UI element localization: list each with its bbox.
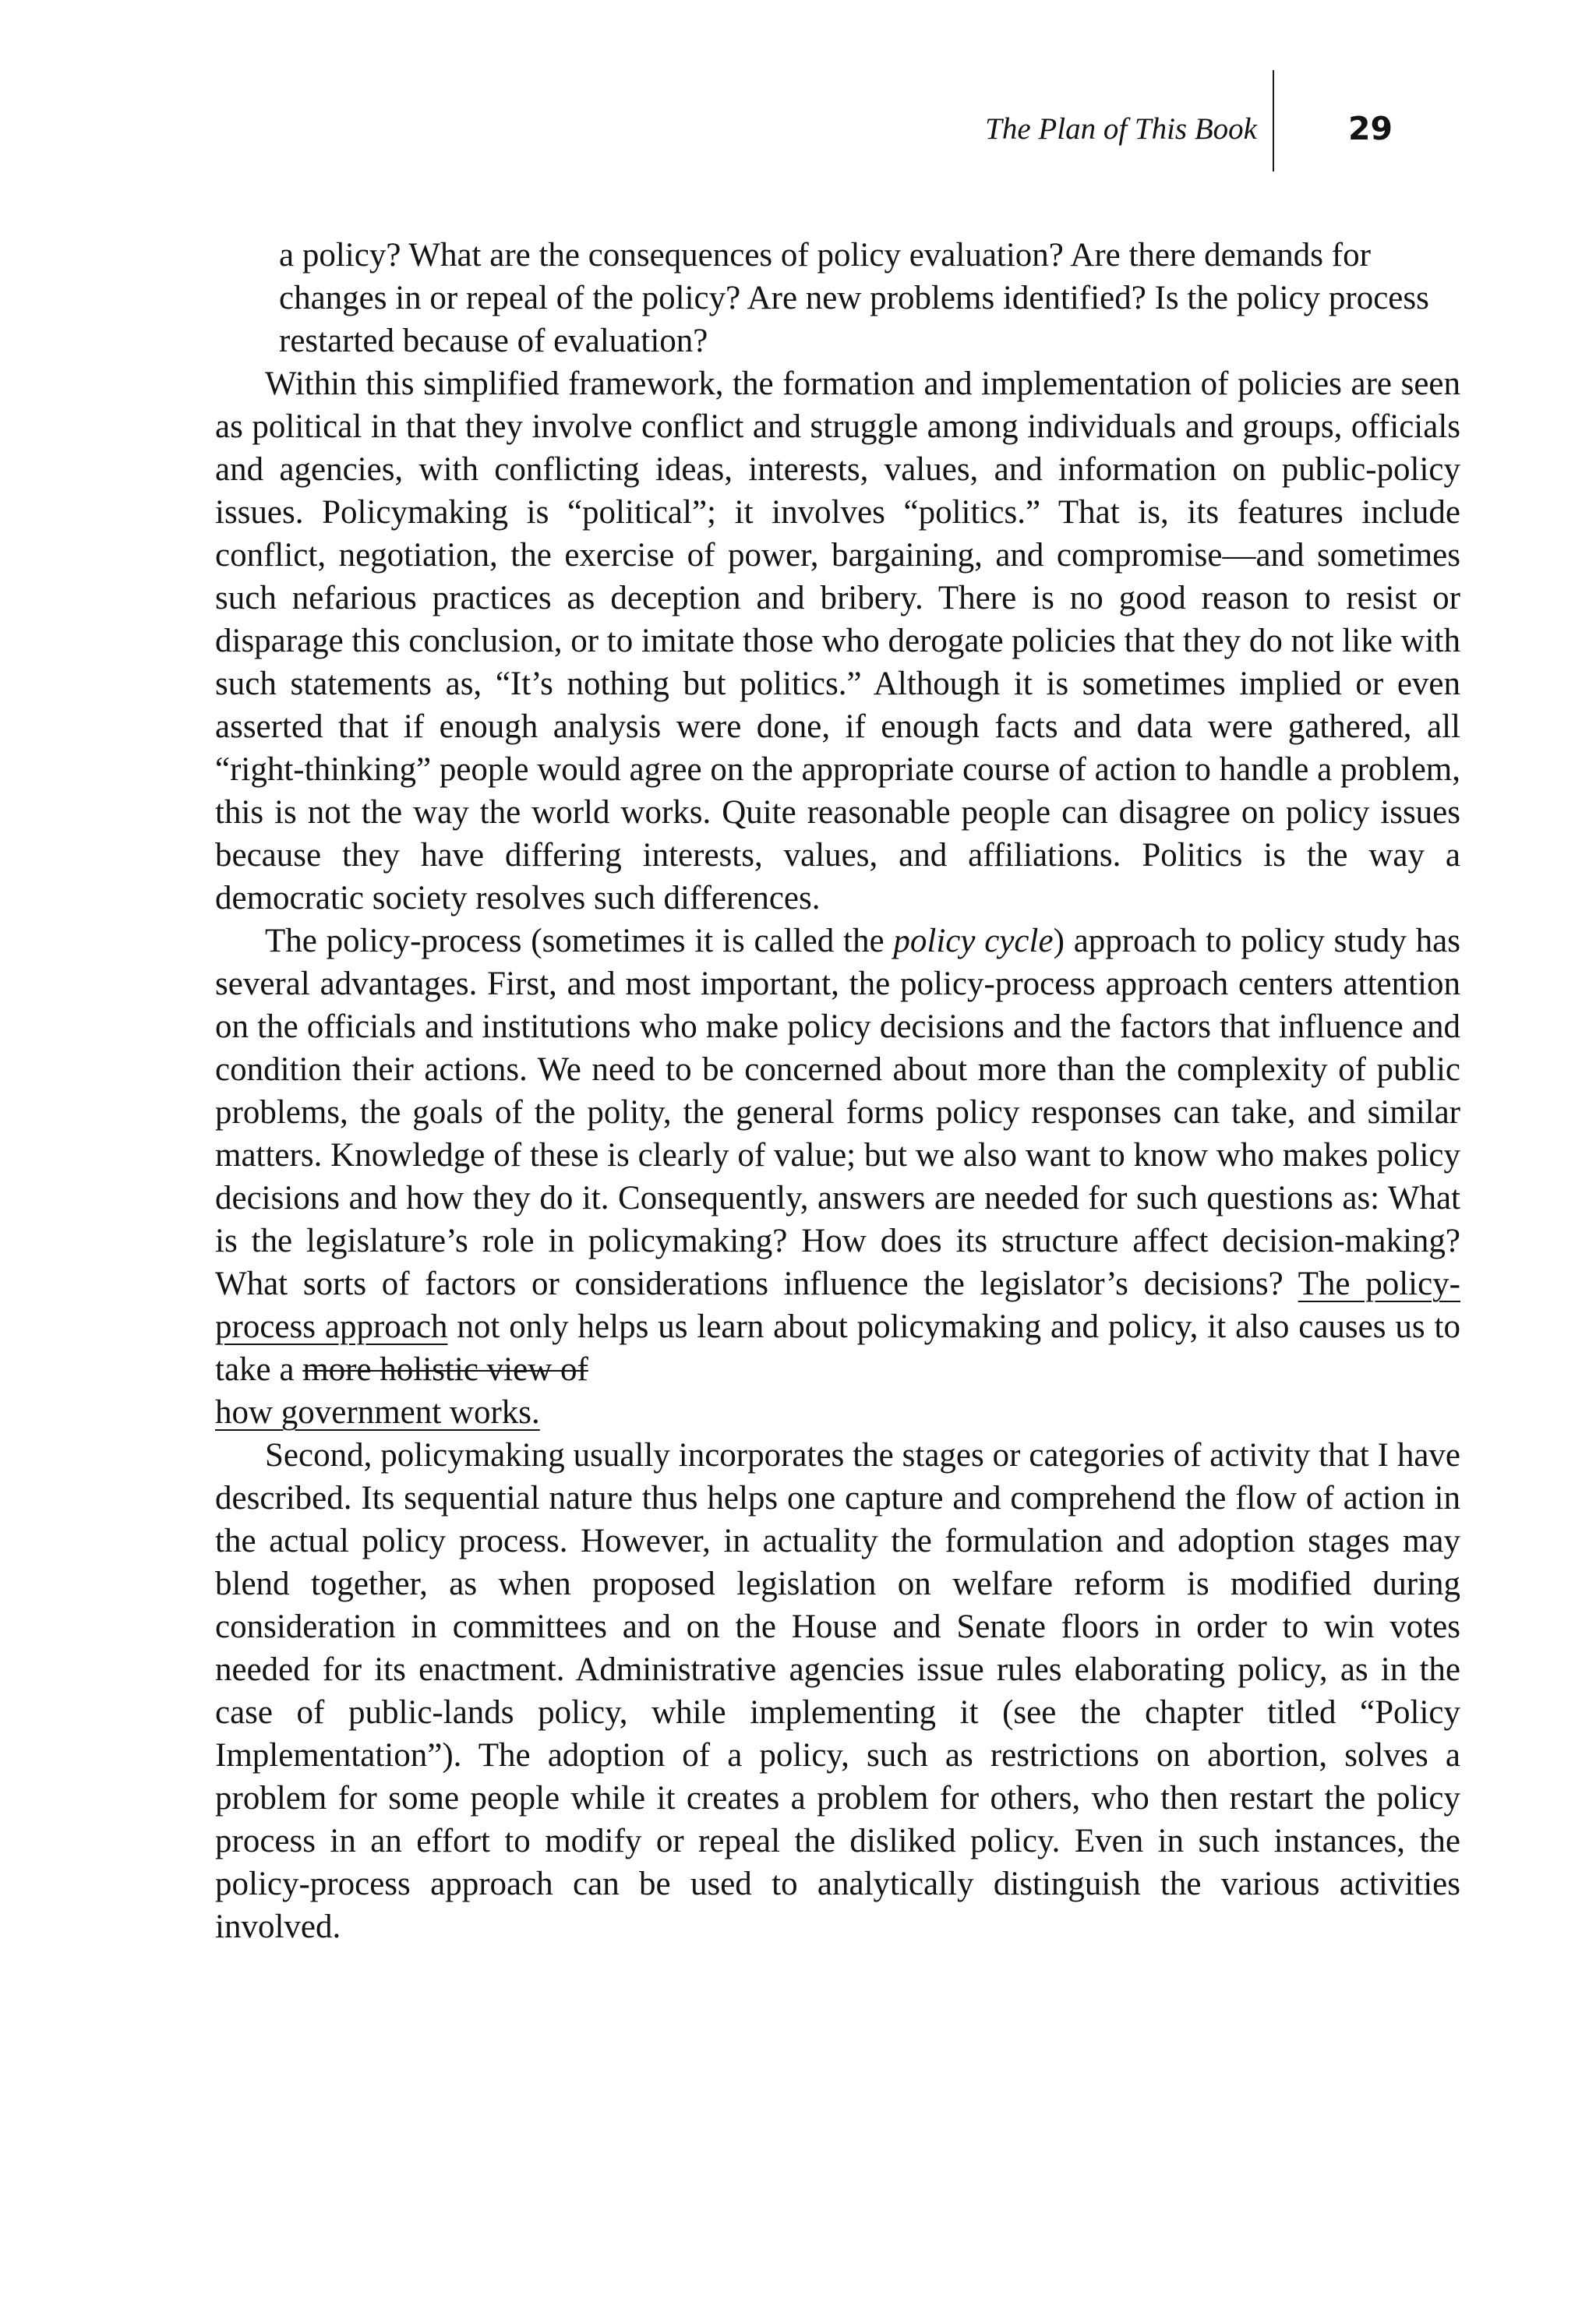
paragraph-second-advantage: Second, policymaking usually incorporates the stages or categories of activity that I have described. Its sequential nature thus helps one capture and comprehend the flow of action in the actual policy process. However, in actuality the formulation and adoption stages may blend together, as when proposed legislation on welfare reform is modified during consideration in committees and on the House and Senate floors in order to win votes needed for its enactment. Administrative agencies issue rules elaborating policy, as in the case of public-lands policy, while implementing it (see the chapter titled “Policy Implementation”). The adoption of a policy, such as restrictions on abortion, solves a problem for some people while it creates a problem for others, who then restart the policy process in an effort to modify or repeal the disliked policy. Even in such instances, the policy-process approach can be used to analytically distinguish the various activities involved. xyxy=(215,1437,1460,1945)
paragraph-text: not only helps us learn about policymaking and policy, it also causes us to take a xyxy=(215,1308,1460,1388)
paragraph-continued: a policy? What are the consequences of policy evaluation? Are there demands for changes in or repeal of the policy? Are new problems identified? Is the policy process restarted because of evaluation? xyxy=(279,237,1429,359)
paragraph-text: The policy-process (sometimes it is called the xyxy=(265,923,894,959)
paragraph-policy-process xyxy=(215,920,1460,1434)
struck-annotation: more holistic view of xyxy=(302,1351,588,1388)
underlined-annotation: The policy-process approach xyxy=(215,1266,1460,1345)
italic-term: policy cycle xyxy=(893,923,1054,959)
paragraph-framework: Within this simplified framework, the formation and implementation of policies are seen as political in that they involve conflict and struggle among individuals and groups, officials and agencies, with conflicting ideas, interests, values, and information on public-policy issues. Policymaking is “political”; it involves “politics.” That is, its features include conflict, negotiation, the exercise of power, bargaining, and compromise—and sometimes such nefarious practices as deception and bribery. There is no good reason to resist or disparage this conclusion, or to imitate those who derogate policies that they do not like with such statements as, “It’s nothing but politics.” Although it is sometimes implied or even asserted that if enough analysis were done, if enough facts and data were gathered, all “right-thinking” people would agree on the appropriate course of action to handle a problem, this is not the way the world works. Quite reasonable people can disagree on policy issues because they have differing interests, values, and affiliations. Politics is the way a democratic society resolves such differences. xyxy=(215,365,1460,916)
page-number: 29 xyxy=(1348,110,1393,147)
page-header xyxy=(0,101,1596,156)
header-divider xyxy=(1273,70,1274,171)
body-text xyxy=(215,234,1460,1948)
running-head: The Plan of This Book xyxy=(985,112,1257,146)
underlined-annotation: how government works. xyxy=(215,1394,540,1431)
paragraph-text: ) approach to policy study has several advantages. First, and most important, the policy-process approach centers attention on the officials and institutions who make policy decisions and the factors that influence and condition their actions. We need to be concerned about more than the complexity of public problems, the goals of the polity, the general forms policy responses can take, and similar matters. Knowledge of these is clearly of value; but we also want to know who makes policy decisions and how they do it. Consequently, answers are needed for such questions as: What is the legislature’s role in policymaking? How does its structure affect decision-making? What sorts of factors or considerations influence the legislator’s decisions? xyxy=(215,923,1460,1302)
